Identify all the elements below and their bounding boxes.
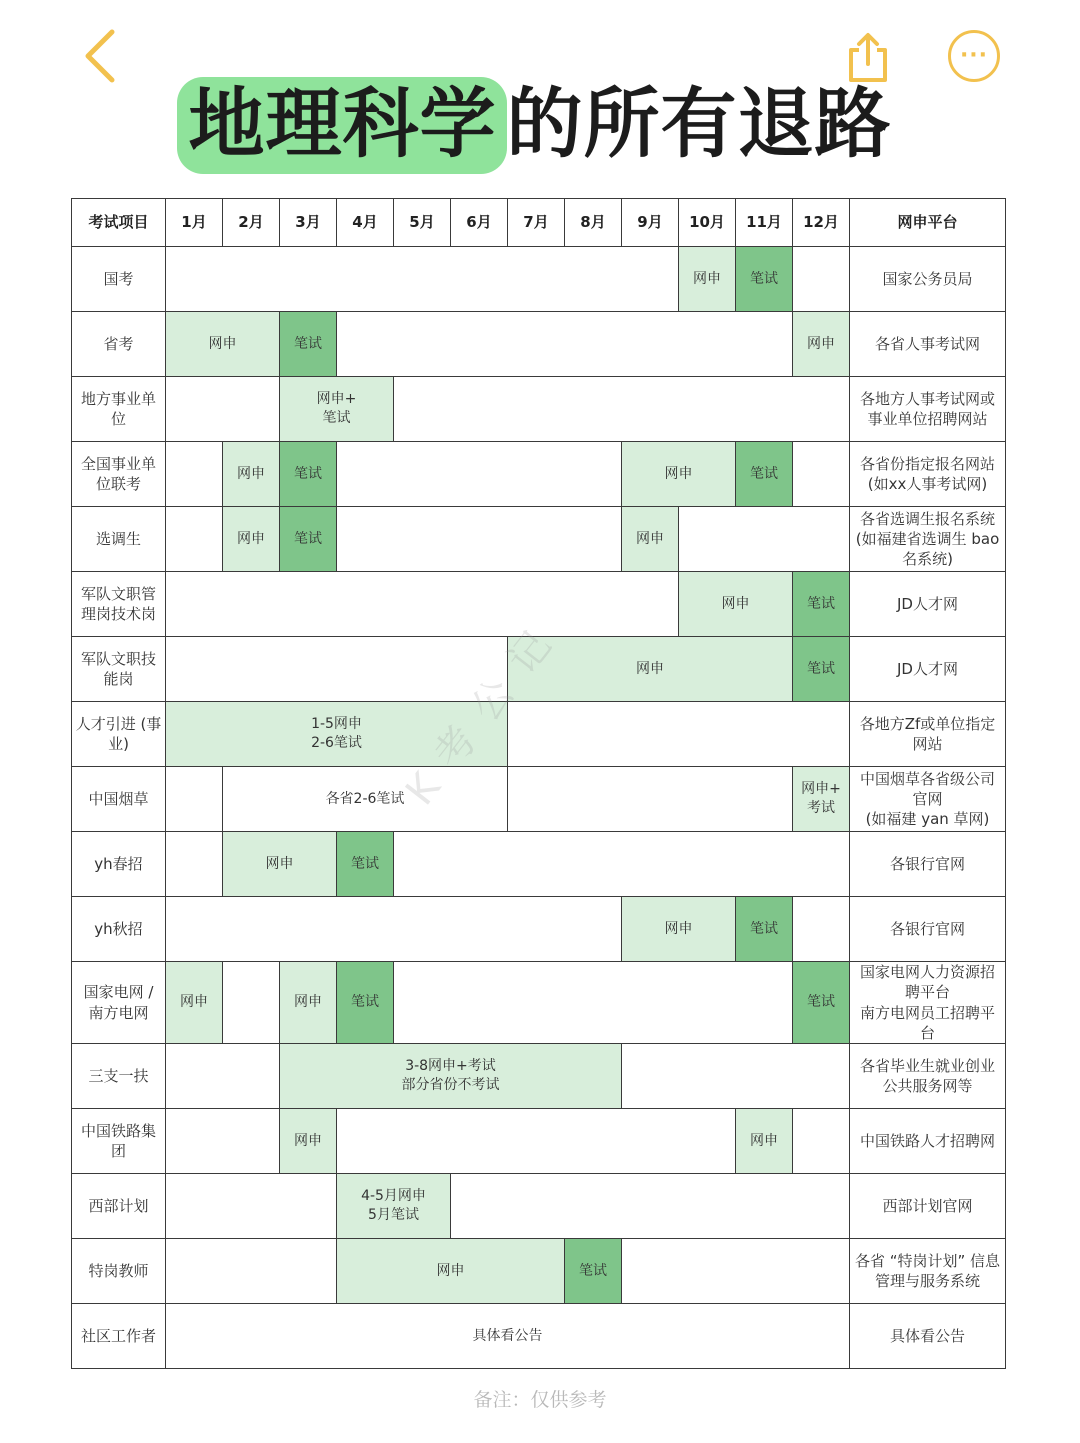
empty-month-cell [679, 507, 850, 572]
empty-month-cell [166, 1239, 337, 1304]
header-month: 10月 [679, 199, 736, 247]
schedule-period-cell: 笔试 [337, 832, 394, 897]
exam-name-cell: 西部计划 [72, 1174, 166, 1239]
platform-cell: 具体看公告 [850, 1304, 1006, 1369]
exam-name-cell: 国家电网 / 南方电网 [72, 962, 166, 1044]
header-month: 2月 [223, 199, 280, 247]
header-month: 6月 [451, 199, 508, 247]
title-highlight: 地理科学 [177, 77, 507, 174]
platform-cell: 各省人事考试网 [850, 312, 1006, 377]
table-row [72, 1239, 1006, 1304]
empty-month-cell [451, 1174, 850, 1239]
header-month: 8月 [565, 199, 622, 247]
table-row [72, 507, 1006, 572]
title-rest: 的所有退路 [506, 78, 892, 168]
schedule-period-cell: 网申 [622, 442, 736, 507]
schedule-period-cell: 笔试 [280, 507, 337, 572]
schedule-period-cell: 笔试 [280, 442, 337, 507]
schedule-period-cell: 笔试 [280, 312, 337, 377]
schedule-period-cell: 网申 [223, 442, 280, 507]
empty-month-cell [166, 442, 223, 507]
header-platform: 网申平台 [850, 199, 1006, 247]
exam-name-cell: 地方事业单 位 [72, 377, 166, 442]
empty-month-cell [394, 962, 793, 1044]
table-row [72, 312, 1006, 377]
header-month: 11月 [736, 199, 793, 247]
schedule-period-cell: 网申 [166, 962, 223, 1044]
exam-name-cell: 全国事业单 位联考 [72, 442, 166, 507]
table-row [72, 962, 1006, 1044]
schedule-period-cell: 网申 [622, 897, 736, 962]
exam-name-cell: yh秋招 [72, 897, 166, 962]
exam-name-cell: 选调生 [72, 507, 166, 572]
empty-month-cell [166, 637, 508, 702]
more-icon: ··· [959, 43, 989, 68]
exam-name-cell: 国考 [72, 247, 166, 312]
schedule-period-cell: 网申 [622, 507, 679, 572]
header-month: 7月 [508, 199, 565, 247]
schedule-period-cell: 笔试 [736, 897, 793, 962]
empty-month-cell [166, 897, 622, 962]
schedule-period-cell: 网申 [166, 312, 280, 377]
schedule-period-cell: 笔试 [793, 637, 850, 702]
schedule-period-cell: 网申 [736, 1109, 793, 1174]
empty-month-cell [166, 507, 223, 572]
header-month: 1月 [166, 199, 223, 247]
empty-month-cell [166, 1109, 280, 1174]
empty-month-cell [166, 767, 223, 832]
header-month: 5月 [394, 199, 451, 247]
header-month: 9月 [622, 199, 679, 247]
empty-month-cell [337, 312, 793, 377]
schedule-period-cell: 网申 [223, 507, 280, 572]
exam-name-cell: 社区工作者 [72, 1304, 166, 1369]
platform-cell: 各省毕业生就业创业 公共服务网等 [850, 1044, 1006, 1109]
schedule-period-cell: 网申 [793, 312, 850, 377]
table-row [72, 1109, 1006, 1174]
empty-month-cell [166, 377, 280, 442]
exam-name-cell: 三支一扶 [72, 1044, 166, 1109]
empty-month-cell [166, 832, 223, 897]
schedule-period-cell: 具体看公告 [166, 1304, 850, 1369]
header-item: 考试项目 [72, 199, 166, 247]
empty-month-cell [793, 247, 850, 312]
platform-cell: 各地方Zf或单位指定 网站 [850, 702, 1006, 767]
schedule-period-cell: 网申 [679, 572, 793, 637]
platform-cell: 各地方人事考试网或 事业单位招聘网站 [850, 377, 1006, 442]
exam-name-cell: 省考 [72, 312, 166, 377]
table-row [72, 832, 1006, 897]
platform-cell: 中国铁路人才招聘网 [850, 1109, 1006, 1174]
schedule-period-cell: 笔试 [736, 247, 793, 312]
empty-month-cell [622, 1044, 850, 1109]
empty-month-cell [793, 442, 850, 507]
empty-month-cell [166, 1044, 280, 1109]
exam-name-cell: 特岗教师 [72, 1239, 166, 1304]
exam-name-cell: 人才引进 (事 业) [72, 702, 166, 767]
schedule-period-cell: 笔试 [337, 962, 394, 1044]
platform-cell: 西部计划官网 [850, 1174, 1006, 1239]
empty-month-cell [166, 572, 679, 637]
exam-schedule-table [71, 198, 1006, 1369]
schedule-period-cell: 3-8网申+考试 部分省份不考试 [280, 1044, 622, 1109]
footer-note: 备注：仅供参考 [473, 1389, 607, 1411]
schedule-period-cell: 笔试 [565, 1239, 622, 1304]
schedule-period-cell: 笔试 [793, 572, 850, 637]
exam-name-cell: 中国铁路集 团 [72, 1109, 166, 1174]
table-row [72, 377, 1006, 442]
empty-month-cell [337, 442, 622, 507]
empty-month-cell [622, 1239, 850, 1304]
schedule-period-cell: 4-5月网申 5月笔试 [337, 1174, 451, 1239]
platform-cell: 各省选调生报名系统 (如福建省选调生 bao 名系统) [850, 507, 1006, 572]
exam-name-cell: 军队文职管 理岗技术岗 [72, 572, 166, 637]
header-month: 4月 [337, 199, 394, 247]
platform-cell: 国家公务员局 [850, 247, 1006, 312]
empty-month-cell [394, 832, 850, 897]
exam-name-cell: 中国烟草 [72, 767, 166, 832]
schedule-period-cell: 网申 [223, 832, 337, 897]
table-row [72, 247, 1006, 312]
schedule-period-cell: 笔试 [793, 962, 850, 1044]
exam-name-cell: yh春招 [72, 832, 166, 897]
schedule-period-cell: 网申+ 笔试 [280, 377, 394, 442]
platform-cell: JD人才网 [850, 572, 1006, 637]
empty-month-cell [166, 247, 679, 312]
schedule-period-cell: 网申 [679, 247, 736, 312]
schedule-period-cell: 网申 [280, 1109, 337, 1174]
header-month: 12月 [793, 199, 850, 247]
schedule-period-cell: 笔试 [736, 442, 793, 507]
schedule-period-cell: 网申 [337, 1239, 565, 1304]
platform-cell: 各银行官网 [850, 897, 1006, 962]
table-header-row [72, 199, 1006, 247]
platform-cell: 中国烟草各省级公司 官网 (如福建 yan 草网) [850, 767, 1006, 832]
table-row [72, 442, 1006, 507]
table-row [72, 572, 1006, 637]
platform-cell: 国家电网人力资源招 聘平台 南方电网员工招聘平 台 [850, 962, 1006, 1044]
empty-month-cell [337, 1109, 736, 1174]
table-row [72, 897, 1006, 962]
platform-cell: 各银行官网 [850, 832, 1006, 897]
platform-cell: 各省份指定报名网站 (如xx人事考试网) [850, 442, 1006, 507]
table-row [72, 1174, 1006, 1239]
page-title [0, 62, 1080, 172]
table-row [72, 637, 1006, 702]
schedule-period-cell: 网申+ 考试 [793, 767, 850, 832]
schedule-period-cell: 1-5网申 2-6笔试 [166, 702, 508, 767]
empty-month-cell [508, 702, 850, 767]
table-row [72, 1044, 1006, 1109]
platform-cell: JD人才网 [850, 637, 1006, 702]
table-row [72, 702, 1006, 767]
platform-cell: 各省 “特岗计划” 信息 管理与服务系统 [850, 1239, 1006, 1304]
schedule-period-cell: 各省2-6笔试 [223, 767, 508, 832]
empty-month-cell [394, 377, 850, 442]
watermark: K考公记 [397, 607, 573, 814]
empty-month-cell [793, 897, 850, 962]
table-row [72, 1304, 1006, 1369]
header-month: 3月 [280, 199, 337, 247]
empty-month-cell [223, 962, 280, 1044]
exam-name-cell: 军队文职技 能岗 [72, 637, 166, 702]
schedule-period-cell: 网申 [508, 637, 793, 702]
empty-month-cell [166, 1174, 337, 1239]
empty-month-cell [508, 767, 793, 832]
table-row [72, 767, 1006, 832]
empty-month-cell [337, 507, 622, 572]
schedule-period-cell: 网申 [280, 962, 337, 1044]
empty-month-cell [793, 1109, 850, 1174]
